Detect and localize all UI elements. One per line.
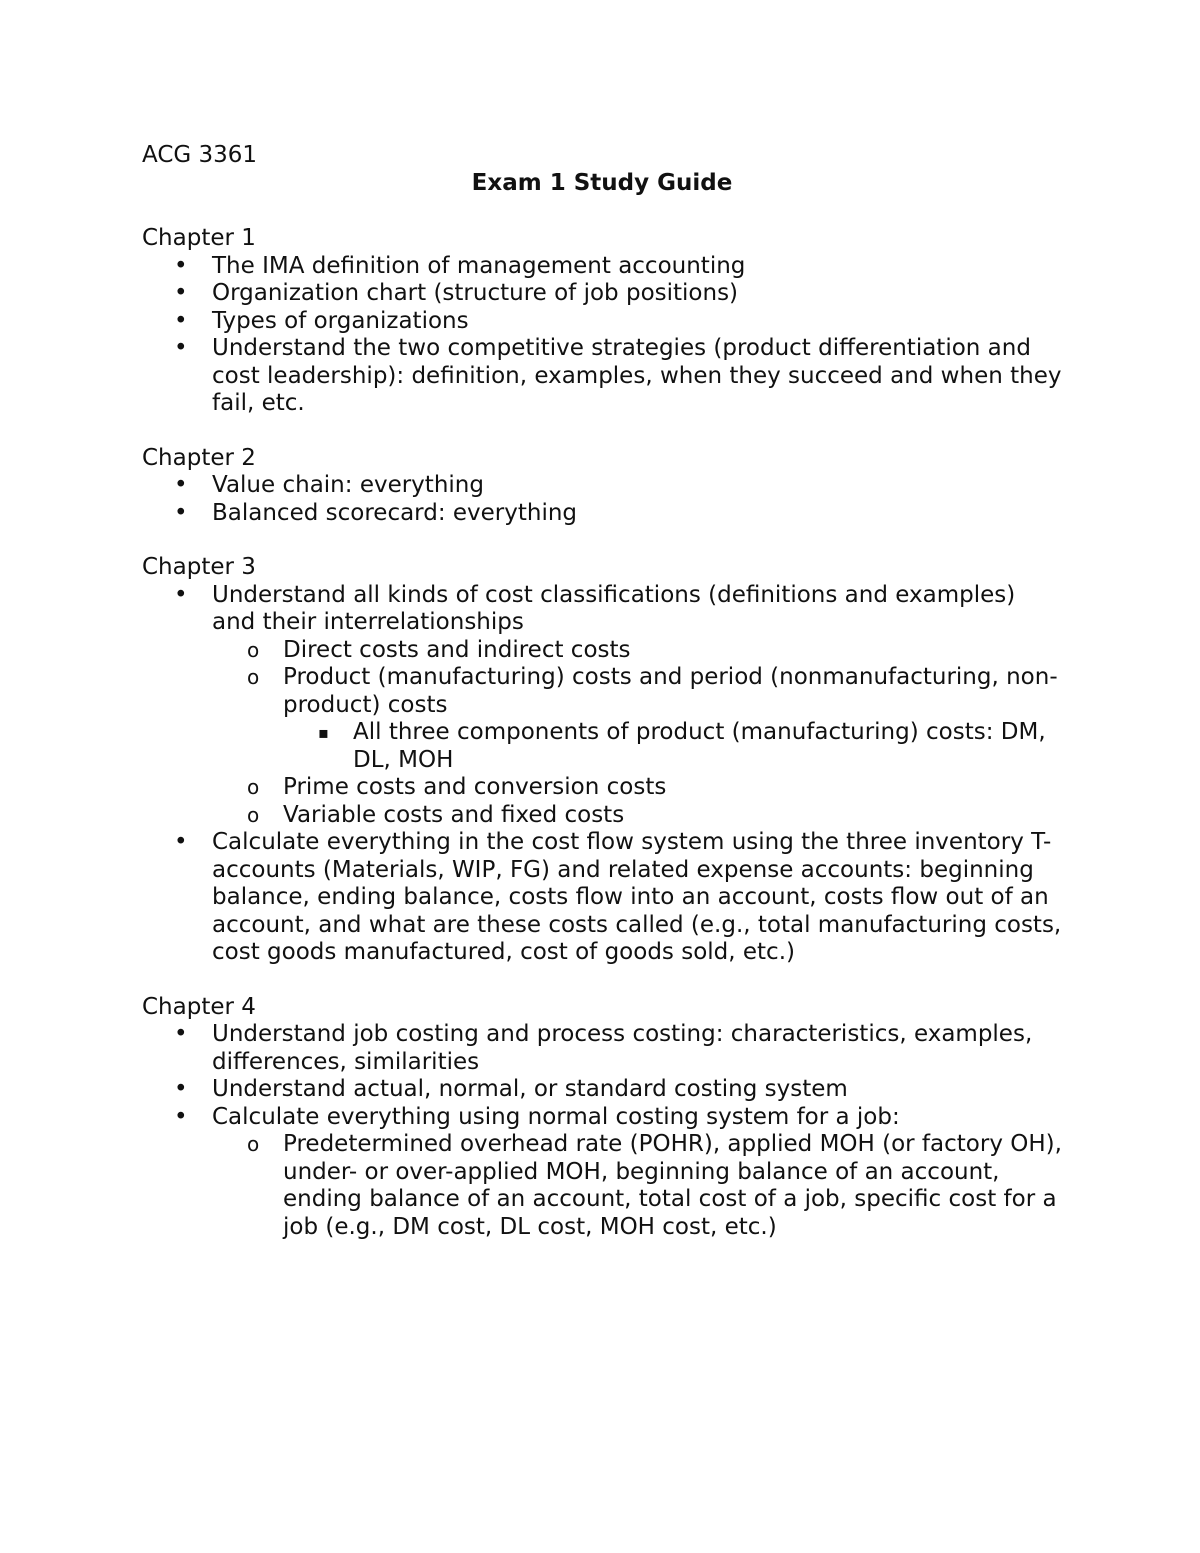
sub-list-item-text: Product (manufacturing) costs and period (nonmanufacturing, non-product) costs	[283, 664, 1058, 718]
list-item: • Balanced scorecard: everything	[142, 500, 1062, 528]
chapter-section	[142, 225, 1062, 418]
list-item: • Types of organizations	[142, 308, 1062, 336]
list-item: • Understand the two competitive strategies (product differentiation and cost leadership): definition, examples, when they succeed and when they fail, etc.	[142, 335, 1062, 418]
bullet-list	[142, 472, 1062, 527]
chapter-section	[142, 994, 1062, 1242]
sub-list-item: o Variable costs and fixed costs	[212, 802, 1062, 830]
list-item	[142, 582, 1062, 830]
sub-list	[212, 1131, 1062, 1241]
list-item: • Understand job costing and process costing: characteristics, examples, differences, similarities	[142, 1021, 1062, 1076]
list-item	[142, 1104, 1062, 1242]
document-page	[142, 142, 1062, 1268]
list-item: • Organization chart (structure of job positions)	[142, 280, 1062, 308]
sub-sub-list	[283, 719, 1062, 774]
bullet-list	[142, 1021, 1062, 1241]
chapter-heading: Chapter 1	[142, 225, 256, 251]
list-item-text: Understand all kinds of cost classifications (definitions and examples) and their interrelationships	[212, 581, 1016, 635]
sub-sub-list-item: ▪ All three components of product (manufacturing) costs: DM, DL, MOH	[283, 719, 1062, 774]
chapter-section	[142, 554, 1062, 967]
bullet-list	[142, 582, 1062, 967]
chapter-section	[142, 445, 1062, 528]
document-title: Exam 1 Study Guide	[471, 169, 733, 196]
chapter-heading: Chapter 3	[142, 554, 256, 580]
list-item: • The IMA definition of management accounting	[142, 253, 1062, 281]
bullet-list	[142, 253, 1062, 418]
list-item: • Value chain: everything	[142, 472, 1062, 500]
sub-list	[212, 637, 1062, 830]
list-item-text: Calculate everything using normal costing system for a job:	[212, 1103, 900, 1130]
list-item: • Understand actual, normal, or standard costing system	[142, 1076, 1062, 1104]
course-code: ACG 3361	[142, 142, 258, 168]
sub-list-item: o Predetermined overhead rate (POHR), applied MOH (or factory OH), under- or over-applied MOH, beginning balance of an account, ending balance of an account, total cost of a job, specific cost for a job (e.g., DM cost, DL cost, MOH cost, etc.)	[212, 1131, 1062, 1241]
chapter-heading: Chapter 4	[142, 993, 256, 1020]
sub-list-item: o Prime costs and conversion costs	[212, 774, 1062, 802]
chapter-heading: Chapter 2	[142, 444, 256, 471]
list-item: • Calculate everything in the cost flow system using the three inventory T-accounts (Materials, WIP, FG) and related expense accounts: beginning balance, ending balance, costs flow into an account, costs flow out of an account, and what are these costs called (e.g., total manufacturing costs, cost goods manufactured, cost of goods sold, etc.)	[142, 829, 1062, 967]
sub-list-item	[212, 664, 1062, 774]
sub-list-item: o Direct costs and indirect costs	[212, 637, 1062, 665]
